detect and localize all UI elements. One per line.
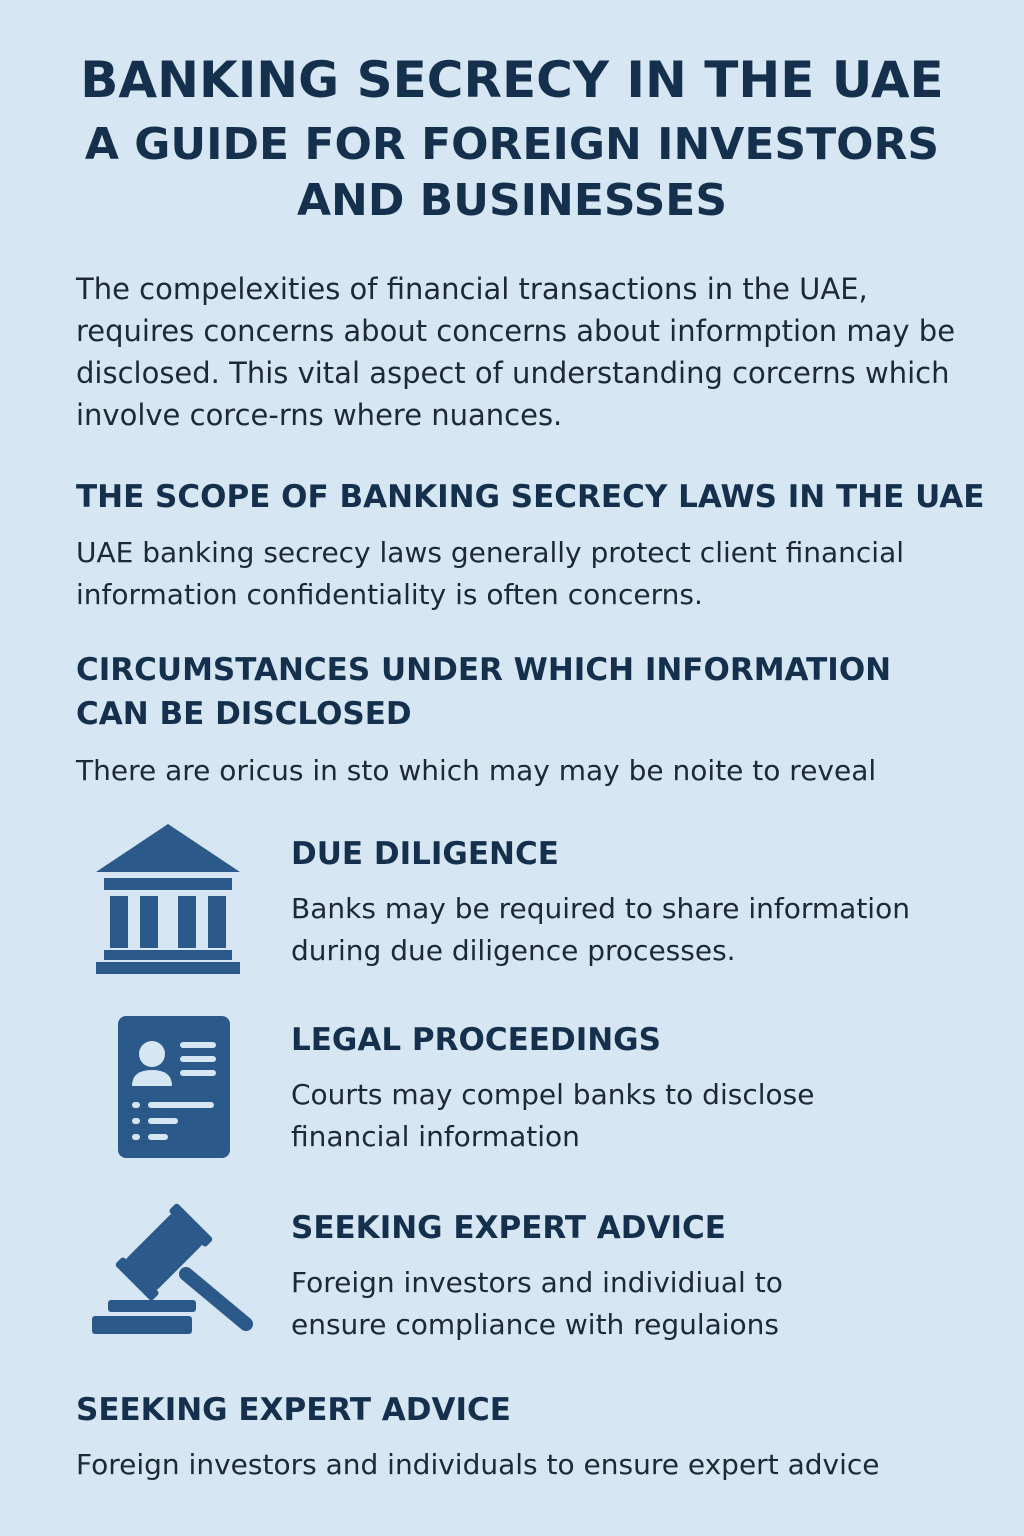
circumstances-heading-line-2: CAN BE DISCLOSED — [76, 696, 412, 732]
item-body-legal-proceedings: Courts may compel banks to disclose financial information — [291, 1078, 815, 1153]
expert-paragraph: Foreign investors and individuals to ensure expert advice — [76, 1448, 880, 1481]
scope-heading: THE SCOPE OF BANKING SECRECY LAWS IN THE UAE — [76, 479, 985, 515]
title-line-3: AND BUSINESSES — [296, 175, 728, 227]
page-title — [0, 52, 1024, 227]
scope-paragraph: UAE banking secrecy laws generally protect client financial information confidentiality is often concerns. — [76, 536, 905, 611]
intro-paragraph: The compelexities of financial transactions in the UAE, requires concerns about concerns about informption may be disclosed. This vital aspect of understanding corcerns which involve corce-rns where nuances. — [76, 272, 956, 432]
id-card-icon — [118, 1016, 230, 1158]
item-title-due-diligence: DUE DILIGENCE — [291, 836, 559, 872]
item-body-seeking-expert-advice: Foreign investors and individiual to ensure compliance with regulaions — [291, 1266, 783, 1341]
expert-heading: SEEKING EXPERT ADVICE — [76, 1392, 511, 1428]
item-title-legal-proceedings: LEGAL PROCEEDINGS — [291, 1022, 661, 1058]
item-title-seeking-expert-advice: SEEKING EXPERT ADVICE — [291, 1210, 726, 1246]
title-line-2: A GUIDE FOR FOREIGN INVESTORS — [84, 118, 940, 170]
title-line-1: BANKING SECRECY IN THE UAE — [80, 51, 944, 109]
circumstances-heading-line-1: CIRCUMSTANCES UNDER WHICH INFORMATION — [76, 652, 892, 688]
bank-building-icon — [94, 822, 242, 974]
gavel-icon — [90, 1196, 256, 1338]
circumstances-heading — [76, 648, 891, 736]
circumstances-paragraph: There are oricus in sto which may may be noite to reveal — [76, 754, 877, 787]
item-body-due-diligence: Banks may be required to share information during due diligence processes. — [291, 892, 910, 967]
